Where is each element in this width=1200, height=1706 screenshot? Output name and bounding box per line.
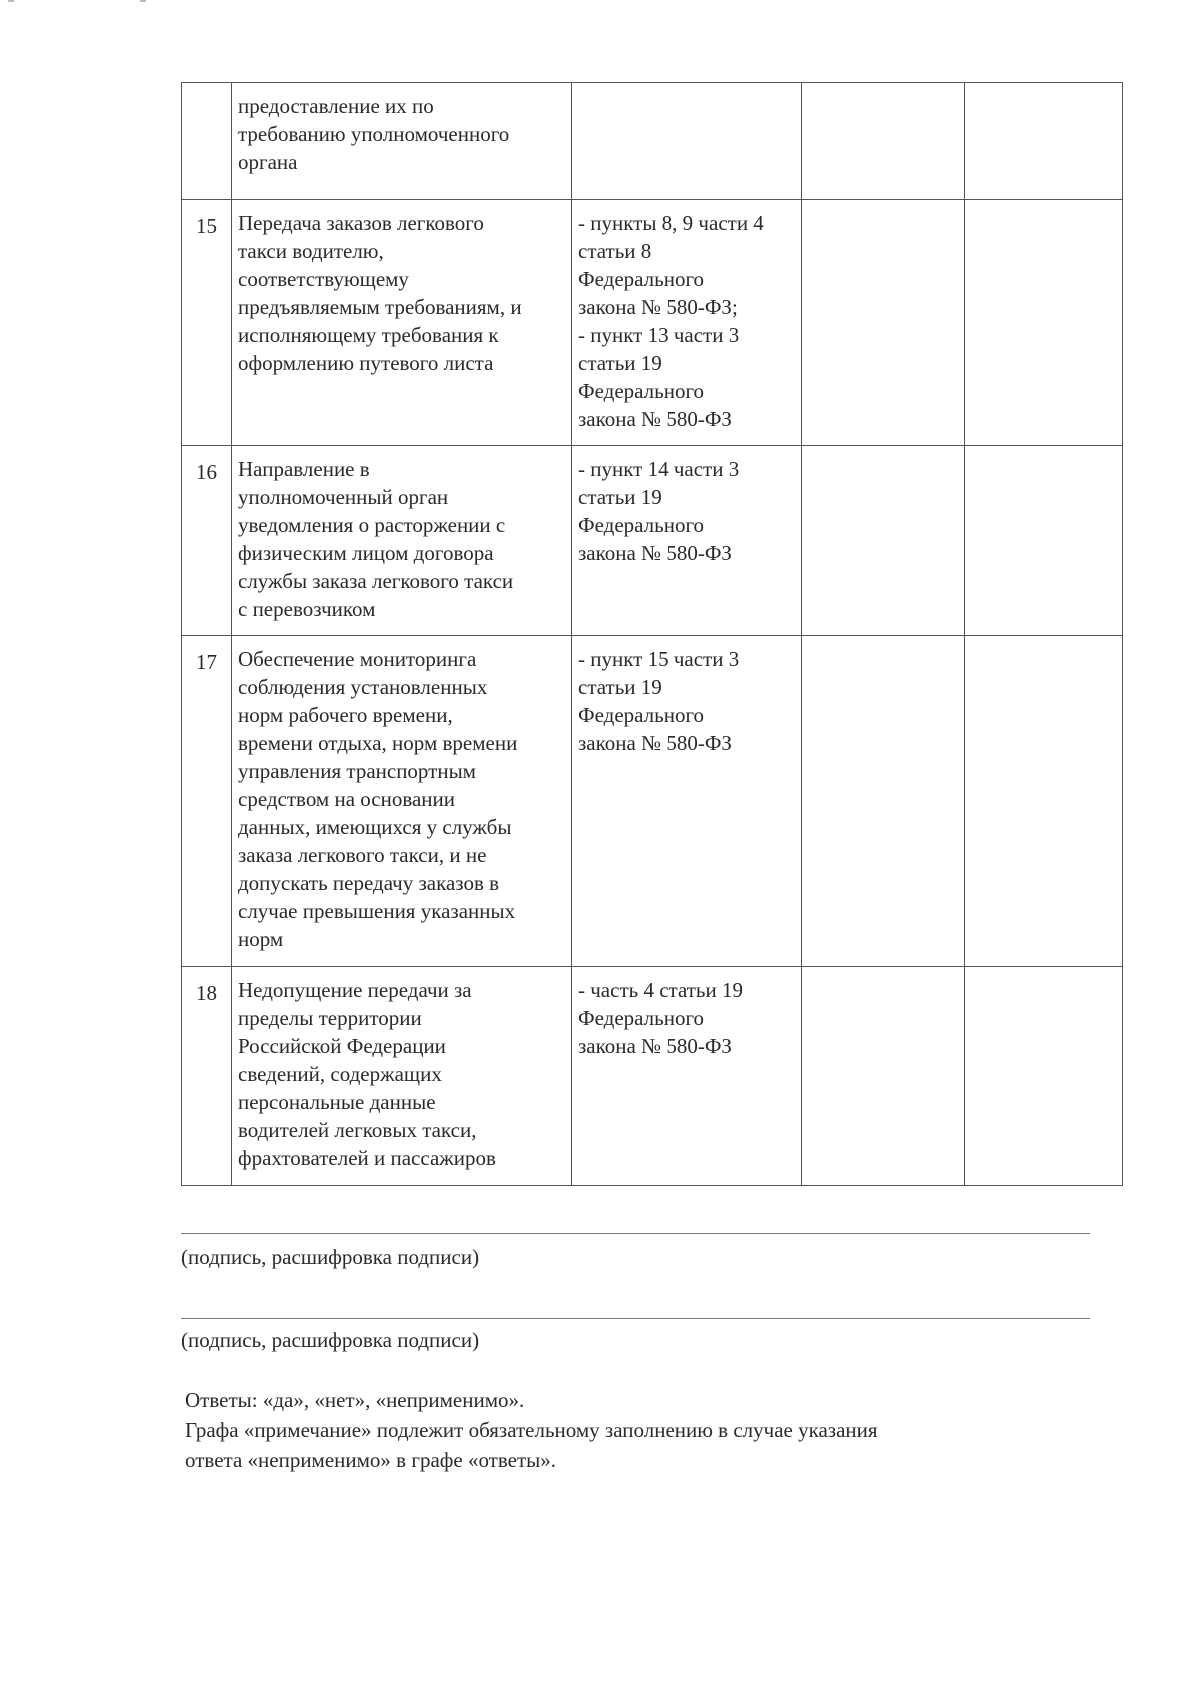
signature-line[interactable] [181, 1318, 1090, 1319]
scan-mark [140, 0, 146, 2]
requirement-cell: Направление в уполномоченный орган уведомления о расторжении с физическим лицом договора службы заказа легкового такси с перевозчиком [232, 446, 572, 636]
row-number [182, 83, 232, 200]
answer-cell[interactable] [802, 636, 965, 967]
table-row [182, 83, 1123, 200]
answer-cell[interactable] [802, 83, 965, 200]
note-cell[interactable] [965, 83, 1123, 200]
signature-caption: (подпись, расшифровка подписи) [181, 1328, 480, 1352]
signature-caption: (подпись, расшифровка подписи) [181, 1245, 480, 1269]
answer-cell[interactable] [802, 446, 965, 636]
legal-reference-cell [572, 83, 802, 200]
answer-cell[interactable] [802, 200, 965, 446]
row-number: 18 [182, 967, 232, 1186]
table-row [182, 636, 1123, 967]
note-cell[interactable] [965, 967, 1123, 1186]
requirement-cell: Недопущение передачи за пределы территории Российской Федерации сведений, содержащих персональные данные водителей легковых такси, фрахтователей и пассажиров [232, 967, 572, 1186]
legal-reference-cell: - часть 4 статьи 19 Федерального закона № 580-ФЗ [572, 967, 802, 1186]
answers-legend: Ответы: «да», «нет», «неприменимо». [185, 1388, 525, 1412]
note-cell[interactable] [965, 446, 1123, 636]
remark-instruction-continued: ответа «неприменимо» в графе «ответы». [185, 1448, 557, 1472]
instructions-block [185, 1385, 878, 1475]
legal-reference-cell: - пункт 14 части 3 статьи 19 Федерального закона № 580-ФЗ [572, 446, 802, 636]
signature-line[interactable] [181, 1233, 1090, 1234]
answer-cell[interactable] [802, 967, 965, 1186]
legal-reference-cell: - пункт 15 части 3 статьи 19 Федерального закона № 580-ФЗ [572, 636, 802, 967]
row-number: 15 [182, 200, 232, 446]
row-number: 16 [182, 446, 232, 636]
table-row [182, 200, 1123, 446]
checklist-table [181, 82, 1123, 1186]
remark-instruction: Графа «примечание» подлежит обязательному заполнению в случае указания [185, 1418, 878, 1442]
row-number: 17 [182, 636, 232, 967]
table-row [182, 967, 1123, 1186]
scan-mark [8, 0, 14, 2]
requirement-cell: Передача заказов легкового такси водителю, соответствующему предъявляемым требованиям, и исполняющему требования к оформлению путевого листа [232, 200, 572, 446]
legal-reference-cell: - пункты 8, 9 части 4 статьи 8 Федерального закона № 580-ФЗ; - пункт 13 части 3 статьи 19 Федерального закона № 580-ФЗ [572, 200, 802, 446]
requirement-cell: Обеспечение мониторинга соблюдения установленных норм рабочего времени, времени отдыха, норм времени управления транспортным средством на основании данных, имеющихся у службы заказа легкового такси, и не допускать передачу заказов в случае превышения указанных норм [232, 636, 572, 967]
note-cell[interactable] [965, 200, 1123, 446]
requirement-cell: предоставление их по требованию уполномоченного органа [232, 83, 572, 200]
note-cell[interactable] [965, 636, 1123, 967]
table-row [182, 446, 1123, 636]
